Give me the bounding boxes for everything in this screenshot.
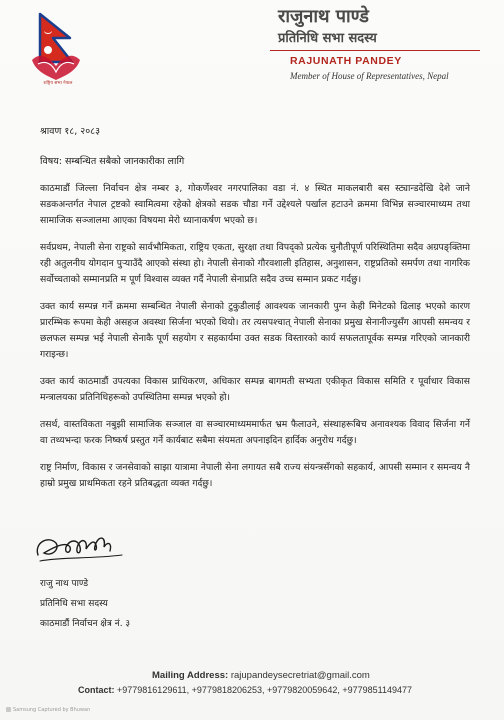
logo-caption: राष्ट्रिय सभा नेपाल — [43, 81, 73, 86]
letterhead-name-english: RAJUNATH PANDEY — [290, 55, 402, 67]
mailing-label: Mailing Address: — [152, 670, 229, 681]
body-paragraph: उक्त कार्य काठमाडौं उपत्यका विकास प्राधिकरण, अधिकार सम्पन्न बागमती सभ्यता एकीकृत विकास समिति र पूर्वाधार विकास मन्त्रालयका प्रतिनिधिहरूको उपस्थितिमा सम्पन्न भएको हो। — [40, 376, 470, 403]
letterhead-title-english: Member of House of Representatives, Nepal — [290, 71, 449, 81]
signatory-constituency: काठमाडौं निर्वाचन क्षेत्र नं. ३ — [40, 619, 131, 629]
contact-label: Contact: — [78, 685, 115, 695]
letter-subject: विषय: सम्बन्धित सबैको जानकारीका लागि — [40, 156, 185, 167]
body-paragraph: राष्ट्र निर्माण, विकास र जनसेवाको साझा यात्रामा नेपाली सेना लगायत सबै राज्य संयन्त्रसँगको सहकार्य, आपसी सम्मान र समन्वय नै हाम्रो प्रमुख प्राथमिकता रहने प्रतिबद्धता व्यक्त गर्दछु। — [40, 462, 470, 489]
contact-numbers: +9779816129611, +9779818206253, +9779820059642, +9779851149477 — [117, 685, 412, 695]
handwritten-signature — [30, 525, 140, 567]
body-paragraph: उक्त कार्य सम्पन्न गर्ने क्रममा सम्बन्धित नेपाली सेनाको टुकुडीलाई आवश्यक जानकारी पुग्न केही मिनेटको ढिलाइ भएको कारण प्रारम्भिक रूपमा केही असहज अवस्था सिर्जना भएको थियो। तर त्यसपश्चात् नेपाली सेनाका प्रमुख सेनानीज्युसँग आपसी समन्वय र छलफल सम्पन्न भई नेपाली सेनाकै पूर्ण सहयोग र सहकार्यमा उक्त सडक विस्तारको कार्य सफलतापूर्वक सम्पन्न गरिएको जानकारी गराइन्छ। — [40, 301, 470, 360]
capture-watermark — [6, 707, 90, 713]
body-paragraph: काठमाडौं जिल्ला निर्वाचन क्षेत्र नम्बर ३, गोकर्णेश्वर नगरपालिका वडा नं. ४ स्थित माकलबारी बस स्ट्यान्डदेखि देशे जाने सडकअन्तर्गत नेपाल ट्रष्टको स्वामित्वमा रहेको क्षेत्रको सडक चौडा गर्ने उद्देश्यले पर्खाल हटाउने क्रममा विभिन्न सञ्चारमाध्यम तथा सामाजिक सञ्जालमा आएका विषयमा मेरो ध्यानाकर्षण भएको छ। — [40, 183, 470, 226]
body-paragraph: तसर्थ, वास्तविकता नबुझी सामाजिक सञ्जाल वा सञ्चारमाध्यममार्फत भ्रम फैलाउने, संस्थाहरूबिच अनावश्यक विवाद सिर्जना गर्ने वा तथ्यभन्दा फरक निष्कर्ष प्रस्तुत गर्ने कार्यबाट सबैमा संयमता अपनाइदिन हार्दिक अनुरोध गर्दछु। — [40, 419, 470, 446]
letter-body — [40, 181, 470, 503]
camera-icon — [6, 707, 11, 712]
letterhead-title-devanagari: प्रतिनिधि सभा सदस्य — [278, 31, 377, 46]
footer-mailing-address — [152, 670, 370, 681]
mailing-email: rajupandeysecretriat@gmail.com — [230, 670, 370, 681]
signatory-title: प्रतिनिधि सभा सदस्य — [40, 599, 108, 609]
signatory-name: राजु नाथ पाण्डे — [40, 579, 89, 589]
signatory-block — [40, 574, 130, 634]
letterhead-divider — [270, 50, 480, 51]
watermark-text: Samsung Captured by Bhuwan — [13, 707, 91, 713]
nepal-flag-logo — [26, 10, 88, 88]
body-paragraph: सर्वप्रथम, नेपाली सेना राष्ट्रको सार्वभौमिकता, राष्ट्रिय एकता, सुरक्षा तथा विपद्को प्रत्येक चुनौतीपूर्ण परिस्थितिमा सदैव अग्रपङ्क्तिमा रही अतुलनीय योगदान पुऱ्याउँदै आएको संस्था हो। नेपाली सेनाको गौरवशाली इतिहास, अनुशासन, राष्ट्रप्रतिको समर्पण तथा नागरिक सर्वोच्चताको सम्मानप्रति म पूर्ण विश्वास व्यक्त गर्दै नेपाली सेनाप्रति सदैव उच्च सम्मान प्रकट गर्दछु। — [40, 242, 470, 285]
letterhead-name-devanagari: राजुनाथ पाण्डे — [278, 6, 369, 27]
footer-contact — [78, 685, 412, 695]
letter-date: श्रावण १८, २०८३ — [40, 126, 101, 137]
